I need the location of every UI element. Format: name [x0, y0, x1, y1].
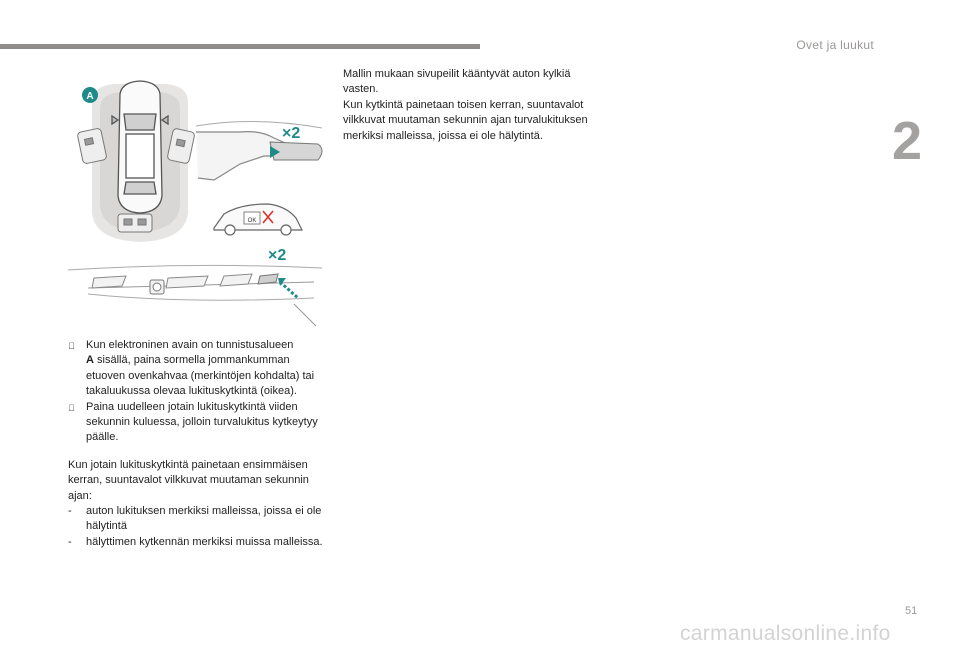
dash-mark: -: [68, 535, 72, 548]
car-top-view-icon: [112, 81, 168, 213]
paragraph: Kun jotain lukituskytkintä painetaan ensimmäisen kerran, suuntavalot vilkkuvat muutaman sekunnin ajan:: [68, 458, 309, 502]
zone-a-badge: [82, 87, 98, 103]
chapter-number: 2: [892, 111, 923, 171]
tailgate-handle-icon: [118, 214, 152, 232]
paragraph: Kun kytkintä painetaan toisen kerran, suuntavalot vilkkuvat muutaman sekunnin ajan turvalukituksen merkiksi malleissa, joissa ei ole hälytintä.: [343, 98, 588, 142]
hand-on-handle-icon: [196, 121, 322, 180]
list-item: [68, 338, 330, 400]
header-rule: [0, 44, 480, 49]
dash-text: auton lukituksen merkiksi malleissa, joissa ei ole hälytintä: [86, 505, 322, 533]
right-column: [343, 67, 603, 144]
left-column: [68, 338, 330, 550]
watermark: carmanualsonline.info: [680, 622, 891, 645]
list-item: [68, 504, 330, 535]
bullet-text: Kun elektroninen avain on tunnistusalueen A sisällä, paina sormella jommankumman etuoven ovenkahvaa (merkintöjen kohdalta) tai takaluukussa olevaa lukituskytkintä (oikea).: [86, 339, 315, 398]
multiplier-bottom: ×2: [268, 247, 287, 264]
arrow-bullet-icon: [68, 400, 86, 446]
illustration: [64, 72, 328, 342]
dash-text: hälyttimen kytkennän merkiksi muissa malleissa.: [86, 535, 323, 548]
list-item: [68, 400, 330, 446]
zone-a-label: A: [86, 91, 94, 102]
paragraph: Mallin mukaan sivupeilit kääntyvät auton kylkiä vasten.: [343, 68, 571, 96]
keyless-locking-illustration: [64, 72, 328, 342]
arrow-bullet-icon: [68, 338, 86, 400]
list-item: [68, 535, 330, 550]
dash-mark: -: [68, 505, 72, 518]
bullet-text: Paina uudelleen jotain lukituskytkintä viiden sekunnin kuluessa, jolloin turvalukitus kytkeytyy päälle.: [86, 400, 318, 444]
section-title: Ovet ja luukut: [796, 38, 874, 52]
tailgate-switch-detail: [68, 247, 322, 326]
car-side-view-icon: [214, 204, 302, 235]
multiplier-top: ×2: [282, 125, 301, 142]
page-number: 51: [905, 605, 918, 617]
ok-label: OK: [247, 218, 257, 224]
